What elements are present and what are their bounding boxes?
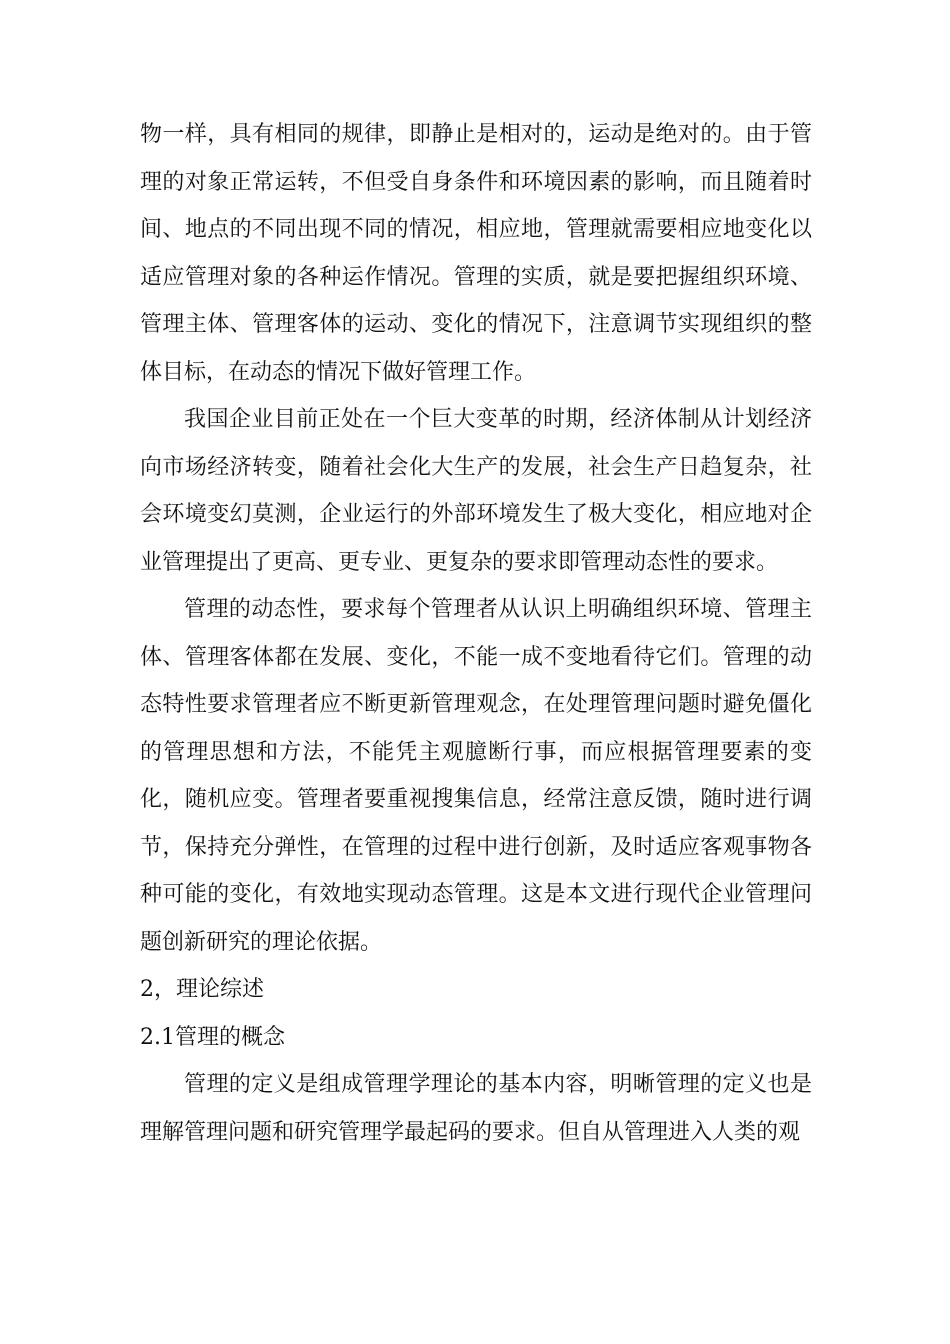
paragraph-economic-reform: 我国企业目前正处在一个巨大变革的时期，经济体制从计划经济向市场经济转变，随着社会化大生产的发展，社会生产日趋复杂，社会环境变幻莫测，企业运行的外部环境发生了极大变化，相应地对企业管理提出了更高、更专业、更复杂的要求即管理动态性的要求。 xyxy=(140,407,812,575)
document-body xyxy=(140,111,812,1156)
paragraph-continuation: 物一样，具有相同的规律，即静止是相对的，运动是绝对的。由于管理的对象正常运转，不但受自身条件和环境因素的影响，而且随着时间、地点的不同出现不同的情况，相应地，管理就需要相应地变化以适应管理对象的各种运作情况。管理的实质，就是要把握组织环境、管理主体、管理客体的运动、变化的情况下，注意调节实现组织的整体目标，在动态的情况下做好管理工作。 xyxy=(140,122,812,385)
subsection-heading-management-concept: 2.1管理的概念 xyxy=(140,1024,285,1050)
paragraph-management-definition: 管理的定义是组成管理学理论的基本内容，明晰管理的定义也是理解管理问题和研究管理学最起码的要求。但自从管理进入人类的观 xyxy=(140,1072,812,1145)
section-heading-theory-review: 2，理论综述 xyxy=(140,977,264,1002)
paragraph-management-dynamics: 管理的动态性，要求每个管理者从认识上明确组织环境、管理主体、管理客体都在发展、变化，不能一成不变地看待它们。管理的动态特性要求管理者应不断更新管理观念，在处理管理问题时避免僵化的管理思想和方法，不能凭主观臆断行事，而应根据管理要素的变化，随机应变。管理者要重视搜集信息，经常注意反馈，随时进行调节，保持充分弹性，在管理的过程中进行创新，及时适应客观事物各种可能的变化，有效地实现动态管理。这是本文进行现代企业管理问题创新研究的理论依据。 xyxy=(140,597,812,955)
